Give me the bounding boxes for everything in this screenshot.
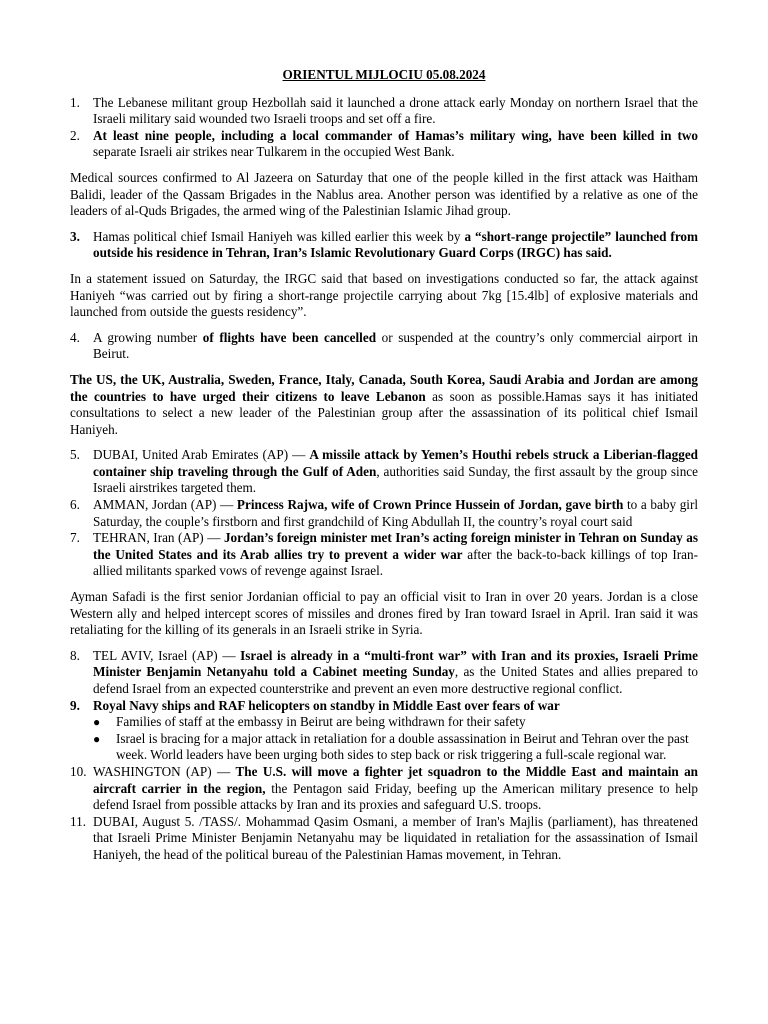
list-item-10: [70, 764, 698, 814]
bullet-icon: ●: [93, 731, 101, 746]
item-text: the Pentagon said Friday, beefing up the American military presence to help defend Israel from possible attacks by Iran and its proxies and safeguard U.S. troops.: [93, 780, 698, 813]
item-number: 11.: [70, 813, 86, 829]
list-item-4: [70, 330, 698, 363]
item-bold-text: of flights have been cancelled: [202, 329, 377, 345]
item-number: 10.: [70, 763, 87, 779]
list-item-5: [70, 447, 698, 497]
item-text: to a baby girl Saturday, the couple’s firstborn and first grandchild of King Abdullah II, the country’s royal court said: [93, 497, 699, 529]
list-item-1: [70, 95, 698, 128]
item-text: separate Israeli air strikes near Tulkarem in the occupied West Bank.: [93, 144, 455, 160]
bullet-icon: ●: [93, 715, 101, 730]
paragraph-irgc: In a statement issued on Saturday, the IRGC said that based on investigations conducted so far, the attack against Haniyeh “was carried out by firing a short-range projectile carrying about 7kg [15.4lb] of explosive materials and launched from outside the guests residency”.: [70, 270, 698, 320]
item-text: DUBAI, United Arab Emirates (AP) —: [93, 447, 306, 463]
list-item-11: [70, 814, 698, 864]
paragraph-medical: Medical sources confirmed to Al Jazeera on Saturday that one of the people killed in the first attack was Haitham Balidi, leader of the Qassam Brigades in the Nablus area. Another person was identified by a relative as one of the leaders of al-Quds Brigades, the armed wing of the Palestinian Islamic Jihad group.: [70, 169, 698, 219]
paragraph-text: as soon as possible.Hamas says it has initiated consultations to select a new leader of the Palestinian group after the assassination of its political chief Ismail Haniyeh.: [70, 388, 699, 437]
item-number: 8.: [70, 647, 80, 663]
item-text: TEL AVIV, Israel (AP) —: [93, 647, 236, 663]
item-number: 4.: [70, 329, 80, 345]
item-bold-text: Royal Navy ships and RAF helicopters on standby in Middle East over fears of war: [93, 697, 560, 713]
item-number: 3.: [70, 228, 80, 244]
item-number: 1.: [70, 94, 80, 110]
item-text: DUBAI, August 5. /TASS/. Mohammad Qasim Osmani, a member of Iran's Majlis (parliament), has threatened that Israeli Prime Minister Benjamin Netanyahu may be liquidated in retaliation for the assassination of Ismail Haniyeh, the head of the political bureau of the Palestinian Hamas movement, in Tehran.: [93, 813, 698, 862]
list-item-7: [70, 530, 698, 580]
item-bold-text: The U.S. will move a fighter jet squadron to the Middle East and maintain an aircraft carrier in the region,: [93, 763, 699, 796]
item-number: 6.: [70, 497, 80, 513]
item-text: The Lebanese militant group Hezbollah said it launched a drone attack early Monday on northern Israel that the Israeli military said wounded two Israeli troops and set off a fire.: [93, 94, 698, 127]
item-bold-text: A missile attack by Yemen’s Houthi rebels struck a Liberian-flagged container ship traveling through the Gulf of Aden: [93, 447, 699, 479]
item-text: AMMAN, Jordan (AP) —: [93, 497, 234, 513]
item-text: after the back-to-back killings of top Iran-allied militants sparked vows of revenge against Israel.: [93, 546, 698, 579]
list-item-9: [70, 698, 698, 715]
list-item-2: [70, 128, 698, 161]
item-text: , as the United States and allies prepared to defend Israel from an expected counterstrike and prevent an even more destructive regional conflict.: [93, 664, 698, 696]
item-bold-text: At least nine people, including a local commander of Hamas’s military wing, have been killed in two: [93, 127, 698, 143]
item-bold-text: Princess Rajwa, wife of Crown Prince Hussein of Jordan, gave birth: [236, 497, 624, 513]
list-item-6: [70, 497, 698, 530]
document-title: ORIENTUL MIJLOCIU 05.08.2024: [282, 67, 486, 82]
item-bold-text: Israel is already in a “multi-front war” with Iran and its proxies, Israeli Prime Minister Benjamin Netanyahu told a Cabinet meeting Sunday: [93, 647, 699, 680]
item-text: WASHINGTON (AP) —: [93, 763, 231, 779]
item-number: 9.: [70, 697, 80, 713]
bullet-text: Israel is bracing for a major attack in retaliation for a double assassination in Beirut and Tehran over the past week. World leaders have been urging both sides to step back or risk triggering a full-scale regional war.: [116, 730, 689, 763]
item-text: Hamas political chief Ismail Haniyeh was killed earlier this week by: [93, 228, 461, 244]
bullet-text: Families of staff at the embassy in Beirut are being withdrawn for their safety: [116, 714, 526, 730]
document-page: [70, 67, 698, 864]
bullet-item: [93, 731, 698, 764]
item-text: , authorities said Sunday, the first assault by the group since Israeli airstrikes targeted them.: [93, 463, 698, 496]
paragraph-countries: [70, 372, 698, 438]
item-text: or suspended at the country’s only commercial airport in Beirut.: [93, 329, 699, 362]
list-item-8: [70, 648, 698, 698]
bullet-list: [70, 714, 698, 764]
item-text: TEHRAN, Iran (AP) —: [93, 530, 221, 546]
bullet-item: [93, 714, 698, 731]
item-text: A growing number: [93, 329, 198, 345]
item-number: 5.: [70, 447, 80, 463]
paragraph-safadi: Ayman Safadi is the first senior Jordanian official to pay an official visit to Iran in over 20 years. Jordan is a close Western ally and helped intercept scores of missiles and drones fired by Iran toward Israel in April. Iran said it was retaliating for the killing of its generals in an Israeli strike in Syria.: [70, 589, 698, 638]
paragraph-bold-text: The US, the UK, Australia, Sweden, France, Italy, Canada, South Korea, Saudi Arabia and Jordan are among the countries to have urged their citizens to leave Lebanon: [70, 371, 698, 404]
item-bold-text: Jordan’s foreign minister met Iran’s acting foreign minister in Tehran on Sunday as the United States and its Arab allies try to prevent a wider war: [93, 530, 698, 562]
item-number: 2.: [70, 127, 80, 143]
item-number: 7.: [70, 530, 80, 546]
list-item-3: [70, 229, 698, 262]
item-bold-text: a “short-range projectile” launched from outside his residence in Tehran, Iran’s Islamic Revolutionary Guard Corps (IRGC) has said.: [93, 228, 699, 261]
